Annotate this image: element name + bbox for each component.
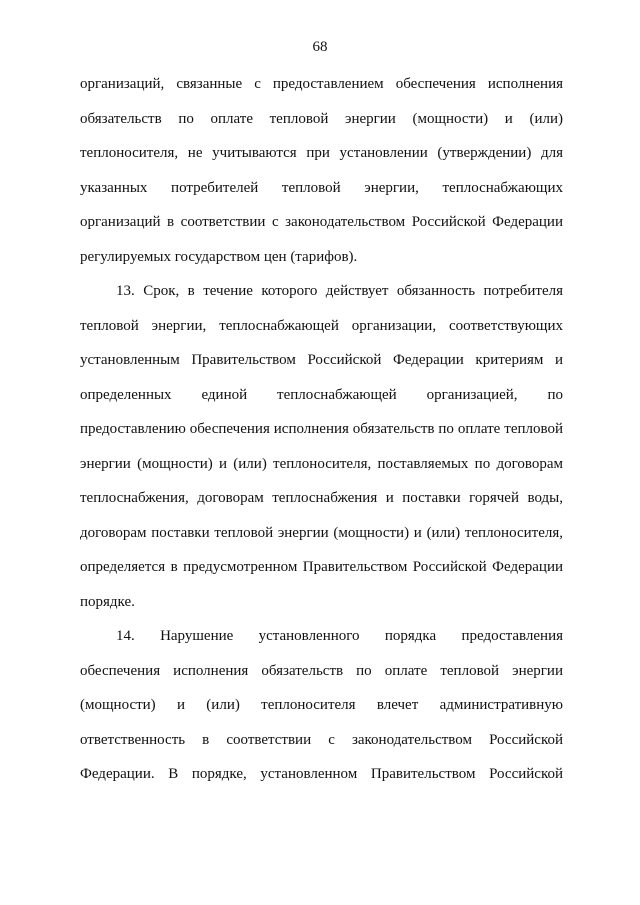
text-line: энергии (мощности) и (или) теплоносителя, поставляемых по договорам — [80, 455, 563, 472]
page-number: 68 — [312, 39, 328, 55]
text-line: порядке. — [80, 593, 135, 610]
text-line: ответственность в соответствии с законодательством Российской — [80, 731, 563, 748]
document-body — [80, 74, 563, 799]
text-line: теплоносителя, не учитываются при установлении (утверждении) для — [80, 145, 563, 161]
text-line: регулируемых государством цен (тарифов). — [80, 248, 358, 265]
text-line: установленным Правительством Российской Федерации критериям и — [80, 352, 563, 368]
text-line: определяется в предусмотренном Правительством Российской Федерации — [80, 559, 563, 575]
text-line: 13. Срок, в течение которого действует обязанность потребителя — [116, 283, 563, 299]
text-line: определенных единой теплоснабжающей организацией, по — [80, 386, 563, 403]
text-line: обязательств по оплате тепловой энергии (мощности) и (или) — [80, 110, 563, 127]
paragraph-14 — [80, 626, 563, 799]
text-line: теплоснабжения, договорам теплоснабжения и поставки горячей воды, — [80, 490, 563, 506]
paragraph-continued — [80, 74, 563, 281]
text-line: Федерации. В порядке, установленном Правительством Российской — [80, 766, 563, 782]
text-line: предоставлению обеспечения исполнения обязательств по оплате тепловой — [80, 421, 563, 437]
text-line: организаций, связанные с предоставлением обеспечения исполнения — [80, 76, 563, 92]
text-line: 14. Нарушение установленного порядка предоставления — [116, 628, 563, 644]
text-line: (мощности) и (или) теплоносителя влечет административную — [80, 697, 563, 713]
text-line: организаций в соответствии с законодательством Российской Федерации — [80, 214, 563, 230]
text-line: тепловой энергии, теплоснабжающей организации, соответствующих — [80, 317, 563, 334]
text-line: указанных потребителей тепловой энергии, теплоснабжающих — [80, 179, 563, 196]
text-line: обеспечения исполнения обязательств по оплате тепловой энергии — [80, 662, 563, 679]
paragraph-13 — [80, 281, 563, 626]
text-line: договорам поставки тепловой энергии (мощности) и (или) теплоносителя, — [80, 524, 563, 541]
